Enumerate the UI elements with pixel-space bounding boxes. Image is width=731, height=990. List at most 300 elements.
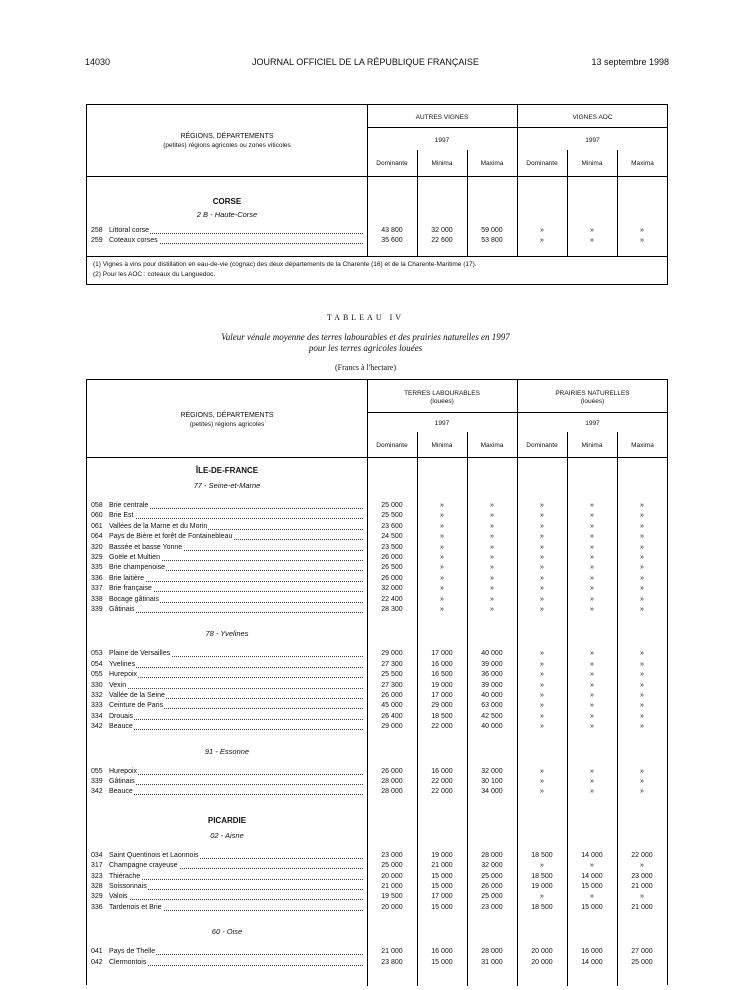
table-row — [87, 701, 668, 711]
cell-value: 25 000 — [481, 893, 503, 901]
row-code: 339 — [91, 606, 103, 613]
cell-value: 29 000 — [431, 702, 453, 710]
cell-value: 40 000 — [481, 692, 503, 699]
row-code: 061 — [91, 522, 103, 530]
cell-value: 19 000 — [431, 681, 453, 689]
cell-value: » — [640, 533, 644, 541]
cell-value: 25 500 — [381, 512, 403, 520]
cell-value: 42 500 — [481, 712, 503, 720]
cell-value: » — [540, 767, 544, 775]
region-heading: ÎLE-DE-FRANCE — [195, 466, 259, 475]
leader-dots — [111, 722, 363, 730]
cell-value: » — [540, 502, 544, 509]
cell-value: 15 000 — [581, 903, 603, 911]
table-row — [87, 872, 668, 882]
cell-value: 16 000 — [431, 660, 453, 668]
leader-dots — [111, 958, 363, 966]
cell-value: » — [590, 522, 594, 530]
table-row — [87, 595, 668, 605]
department-heading: 60 - Oise — [211, 927, 243, 937]
page-number: 14030 — [85, 57, 111, 67]
cell-value: » — [540, 574, 544, 582]
leader-dots — [111, 787, 363, 795]
row-name: Beauce — [109, 723, 133, 731]
cell-value: » — [640, 681, 644, 689]
leader-dots — [111, 892, 363, 900]
leader-dots — [111, 660, 363, 668]
leader-dots — [111, 605, 363, 613]
cell-value: » — [590, 650, 594, 658]
cell-value: 43 800 — [381, 227, 403, 234]
cell-value: » — [540, 862, 544, 870]
footnote: (1) Vignes à vins pour distillation en eau-de-vie (cognac) des deux départements de la Charente (16) et de la Charente-Maritime (17). — [93, 261, 477, 268]
table-row — [87, 501, 668, 511]
stub-subtitle: (petites) régions agricoles ou zones viticoles — [163, 142, 291, 149]
cell-value: 23 000 — [381, 851, 403, 859]
cell-value: » — [490, 543, 494, 551]
cell-value: 24 500 — [381, 533, 403, 541]
group-header: PRAIRIES NATURELLES — [555, 390, 630, 397]
cell-value: 15 000 — [431, 958, 453, 966]
cell-value: » — [540, 522, 544, 530]
row-code: 317 — [91, 862, 103, 870]
table-row — [87, 861, 668, 871]
cell-value: » — [640, 237, 644, 244]
table-title: TABLEAU IV — [326, 313, 405, 322]
group-subheader: (louées) — [430, 398, 454, 405]
cell-value: » — [490, 512, 494, 520]
region-heading: CORSE — [212, 197, 242, 206]
row-code: 060 — [91, 512, 103, 520]
cell-value: » — [540, 723, 544, 731]
cell-value: 16 000 — [581, 948, 603, 956]
cell-value: » — [440, 533, 444, 541]
cell-value: 22 000 — [431, 788, 453, 796]
cell-value: » — [490, 574, 494, 582]
cell-value: » — [540, 227, 544, 234]
table-row — [87, 722, 668, 732]
cell-value: » — [540, 660, 544, 668]
cell-value: » — [590, 671, 594, 679]
column-header: Minima — [581, 442, 603, 449]
row-code: 055 — [91, 767, 103, 775]
cell-value: 16 000 — [431, 948, 453, 956]
table-row — [87, 777, 668, 787]
stub-title: RÉGIONS, DÉPARTEMENTS — [180, 133, 274, 140]
cell-value: 15 000 — [431, 883, 453, 890]
cell-value: » — [640, 606, 644, 613]
cell-value: 18 500 — [531, 851, 553, 859]
cell-value: 17 000 — [431, 692, 453, 699]
cell-value: 23 600 — [381, 522, 403, 530]
cell-value: 20 000 — [381, 872, 403, 880]
cell-value: 19 000 — [431, 851, 453, 859]
cell-value: 32 000 — [481, 862, 503, 870]
column-header: Dominante — [376, 160, 408, 167]
row-code: 342 — [91, 723, 103, 731]
cell-value: 17 000 — [431, 893, 453, 901]
stub-subtitle: (petites) régions agricoles — [189, 421, 265, 428]
row-code: 054 — [91, 660, 103, 668]
row-name: Goële et Multien — [109, 554, 160, 561]
cell-value: 26 000 — [381, 574, 403, 582]
table-row — [87, 553, 668, 563]
row-name: Clermontois — [109, 958, 147, 966]
cell-value: » — [590, 692, 594, 699]
table-row — [87, 543, 668, 553]
table-row — [87, 584, 668, 594]
table-subtitle-line: pour les terres agricoles louées — [308, 343, 423, 353]
cell-value: 25 000 — [631, 958, 653, 966]
cell-value: » — [540, 512, 544, 520]
cell-value: » — [440, 574, 444, 582]
row-code: 336 — [91, 903, 103, 911]
cell-value: » — [640, 712, 644, 720]
table-row — [87, 522, 668, 532]
column-header: Minima — [431, 160, 453, 167]
cell-value: » — [590, 788, 594, 796]
cell-value: » — [540, 237, 544, 244]
table-row — [87, 605, 668, 615]
cell-value: » — [640, 660, 644, 668]
cell-value: 28 000 — [481, 948, 503, 956]
table-row — [87, 712, 668, 722]
cell-value: 59 000 — [481, 227, 503, 234]
cell-value: 18 500 — [531, 872, 553, 880]
cell-value: » — [540, 893, 544, 901]
cell-value: » — [540, 554, 544, 561]
table-row — [87, 532, 668, 542]
cell-value: 27 300 — [381, 681, 403, 689]
cell-value: 21 000 — [381, 883, 403, 890]
cell-value: 21 000 — [431, 862, 453, 870]
row-name: Pays de Thelle — [109, 948, 156, 956]
cell-value: 23 000 — [481, 903, 503, 911]
cell-value: 40 000 — [481, 650, 503, 658]
row-name: Yvelines — [109, 660, 136, 668]
table-row — [87, 767, 668, 777]
row-code: 329 — [91, 554, 103, 561]
row-name: Beauce — [109, 788, 133, 796]
row-code: 333 — [91, 702, 103, 710]
cell-value: 28 000 — [481, 851, 503, 859]
cell-value: » — [590, 893, 594, 901]
cell-value: » — [590, 606, 594, 613]
cell-value: 45 000 — [381, 702, 403, 710]
column-header: Minima — [431, 442, 453, 449]
group-header: VIGNES AOC — [572, 114, 613, 121]
cell-value: » — [590, 595, 594, 603]
row-name: Vexin — [109, 681, 127, 689]
cell-value: » — [590, 564, 594, 572]
row-name: Brie champenoise — [109, 564, 166, 572]
footnote: (2) Pour les AOC : coteaux du Languedoc. — [93, 271, 216, 278]
cell-value: 28 000 — [381, 788, 403, 796]
cell-value: 29 000 — [381, 723, 403, 731]
table-units: (Francs à l'hectare) — [335, 363, 396, 372]
row-name: Hurepoix — [109, 671, 138, 679]
cell-value: » — [590, 660, 594, 668]
cell-value: 15 000 — [431, 872, 453, 880]
table-row — [87, 226, 668, 236]
department-heading: 78 - Yvelines — [205, 629, 249, 639]
cell-value: 21 000 — [381, 948, 403, 956]
cell-value: 36 000 — [481, 671, 503, 679]
table-subtitle — [0, 332, 731, 354]
row-name: Hurepoix — [109, 767, 138, 775]
cell-value: 17 000 — [431, 650, 453, 658]
cell-value: 14 000 — [581, 958, 603, 966]
cell-value: » — [640, 227, 644, 234]
cell-value: 20 000 — [531, 958, 553, 966]
cell-value: 39 000 — [481, 681, 503, 689]
cell-value: » — [440, 606, 444, 613]
publication-date: 13 septembre 1998 — [591, 57, 669, 67]
cell-value: 22 400 — [381, 595, 403, 603]
cell-value: 19 500 — [381, 893, 403, 901]
table-subtitle-line: Valeur vénale moyenne des terres labourables et des prairies naturelles en 1997 — [221, 332, 510, 342]
cell-value: 32 000 — [431, 227, 453, 234]
cell-value: 26 500 — [381, 564, 403, 572]
cell-value: 28 300 — [381, 606, 403, 613]
cell-value: » — [590, 543, 594, 551]
cell-value: » — [540, 778, 544, 785]
cell-value: » — [590, 533, 594, 541]
table-row — [87, 947, 668, 957]
table-row — [87, 882, 668, 892]
column-header: Dominante — [526, 442, 558, 449]
department-heading: 91 - Essonne — [204, 746, 250, 756]
table-vignes — [86, 104, 668, 285]
column-header: Maxima — [480, 160, 504, 167]
leader-dots — [111, 882, 363, 890]
cell-value: » — [490, 502, 494, 509]
row-name: Littoral corse — [109, 227, 150, 234]
row-name: Saint Quentinois et Laonnois — [109, 851, 199, 859]
cell-value: 26 000 — [381, 692, 403, 699]
row-code: 328 — [91, 883, 103, 890]
row-code: 055 — [91, 671, 103, 679]
cell-value: » — [440, 595, 444, 603]
row-code: 320 — [91, 543, 103, 551]
cell-value: 26 000 — [381, 554, 403, 561]
cell-value: 22 000 — [631, 851, 653, 859]
column-header: Dominante — [376, 442, 408, 449]
cell-value: » — [640, 788, 644, 796]
cell-value: 27 000 — [631, 948, 653, 956]
cell-value: » — [640, 543, 644, 551]
leader-dots — [111, 767, 363, 775]
row-code: 334 — [91, 712, 103, 720]
cell-value: 34 000 — [481, 788, 503, 796]
cell-value: » — [640, 522, 644, 530]
cell-value: 40 000 — [481, 723, 503, 731]
cell-value: 25 500 — [381, 671, 403, 679]
table-row — [87, 574, 668, 584]
row-name: Gâtinais — [109, 778, 135, 785]
cell-value: » — [490, 522, 494, 530]
cell-value: 53 800 — [481, 237, 503, 244]
row-name: Brie Est — [109, 512, 134, 520]
cell-value: 32 000 — [481, 767, 503, 775]
row-name: Bassée et basse Yonne — [109, 543, 183, 551]
department-heading: 2 B - Haute-Corse — [196, 210, 258, 219]
row-name: Coteaux corses — [109, 237, 158, 244]
cell-value: » — [590, 778, 594, 785]
cell-value: 35 600 — [381, 237, 403, 244]
cell-value: 26 400 — [381, 712, 403, 720]
row-name: Bocage gâtinais — [109, 595, 159, 603]
table-row — [87, 236, 668, 246]
table-row — [87, 649, 668, 659]
cell-value: » — [440, 502, 444, 509]
cell-value: » — [640, 554, 644, 561]
leader-dots — [111, 511, 363, 519]
cell-value: 29 000 — [381, 650, 403, 658]
cell-value: » — [640, 502, 644, 509]
cell-value: 39 000 — [481, 660, 503, 668]
cell-value: 20 000 — [381, 903, 403, 911]
cell-value: » — [540, 595, 544, 603]
row-code: 041 — [91, 948, 103, 956]
cell-value: » — [540, 585, 544, 593]
row-code: 336 — [91, 574, 103, 582]
cell-value: » — [540, 650, 544, 658]
cell-value: 26 000 — [481, 883, 503, 890]
cell-value: » — [490, 595, 494, 603]
row-code: 053 — [91, 650, 103, 658]
cell-value: » — [640, 512, 644, 520]
department-heading: 77 - Seine-et-Marne — [193, 481, 261, 490]
row-name: Vallées de la Marne et du Morin — [109, 522, 208, 530]
cell-value: » — [440, 585, 444, 593]
cell-value: » — [590, 702, 594, 710]
cell-value: » — [590, 723, 594, 731]
leader-dots — [111, 670, 363, 678]
cell-value: 23 800 — [381, 958, 403, 966]
row-name: Pays de Bière et forêt de Fontainebleau — [109, 533, 233, 541]
row-code: 064 — [91, 533, 103, 541]
cell-value: » — [540, 788, 544, 796]
row-name: Soissonnais — [109, 883, 147, 890]
cell-value: 22 600 — [431, 237, 453, 244]
row-name: Vallée de la Seine — [109, 692, 165, 699]
cell-value: 15 000 — [581, 883, 603, 890]
row-name: Gâtinais — [109, 606, 135, 613]
row-name: Plaine de Versailles — [109, 650, 171, 658]
cell-value: 23 500 — [381, 543, 403, 551]
row-name: Brie française — [109, 585, 152, 593]
cell-value: » — [640, 595, 644, 603]
cell-value: 28 000 — [381, 778, 403, 785]
cell-value: 23 000 — [631, 872, 653, 880]
cell-value: 15 000 — [431, 903, 453, 911]
row-code: 058 — [91, 502, 103, 509]
row-code: 339 — [91, 778, 103, 785]
row-code: 258 — [91, 227, 103, 234]
cell-value: » — [540, 671, 544, 679]
table-row — [87, 681, 668, 691]
cell-value: » — [640, 574, 644, 582]
row-code: 259 — [91, 237, 103, 244]
cell-value: » — [640, 650, 644, 658]
row-code: 323 — [91, 872, 103, 880]
cell-value: » — [440, 543, 444, 551]
cell-value: » — [490, 533, 494, 541]
row-code: 329 — [91, 893, 103, 901]
cell-value: 30 100 — [481, 778, 503, 785]
cell-value: 22 000 — [431, 723, 453, 731]
group-subheader: (louées) — [580, 398, 605, 405]
cell-value: 25 000 — [481, 872, 503, 880]
cell-value: » — [440, 512, 444, 520]
group-header: TERRES LABOURABLES — [404, 390, 480, 397]
leader-dots — [111, 777, 363, 785]
cell-value: 16 500 — [431, 671, 453, 679]
table-row — [87, 903, 668, 913]
cell-value: 21 000 — [631, 883, 653, 890]
cell-value: 25 000 — [381, 502, 403, 509]
cell-value: » — [590, 512, 594, 520]
cell-value: » — [640, 564, 644, 572]
leader-dots — [111, 712, 363, 720]
table-row — [87, 892, 668, 902]
cell-value: 26 000 — [381, 767, 403, 775]
year-header: 1997 — [434, 137, 450, 144]
cell-value: 19 000 — [531, 883, 553, 890]
column-header: Maxima — [631, 160, 654, 167]
leader-dots — [111, 872, 363, 880]
row-name: Brie laitière — [109, 574, 145, 582]
cell-value: » — [590, 237, 594, 244]
table-row — [87, 563, 668, 573]
cell-value: » — [590, 585, 594, 593]
cell-value: » — [590, 574, 594, 582]
cell-value: 25 000 — [381, 862, 403, 870]
cell-value: 16 000 — [431, 767, 453, 775]
row-name: Drouais — [109, 712, 134, 720]
cell-value: » — [490, 585, 494, 593]
cell-value: » — [490, 606, 494, 613]
table-row — [87, 958, 668, 968]
cell-value: » — [640, 767, 644, 775]
row-code: 338 — [91, 595, 103, 603]
cell-value: » — [440, 522, 444, 530]
cell-value: 22 000 — [431, 778, 453, 785]
cell-value: 20 000 — [531, 948, 553, 956]
row-name: Ceinture de Paris — [109, 702, 164, 710]
cell-value: 18 500 — [531, 903, 553, 911]
row-name: Thiérache — [109, 872, 141, 880]
cell-value: » — [640, 778, 644, 785]
cell-value: » — [590, 862, 594, 870]
leader-dots — [111, 681, 363, 689]
row-code: 335 — [91, 564, 103, 572]
cell-value: » — [490, 564, 494, 572]
table-terres-prairies — [86, 379, 668, 985]
year-header: 1997 — [585, 137, 600, 144]
row-code: 034 — [91, 851, 103, 859]
group-header: AUTRES VIGNES — [415, 114, 469, 121]
cell-value: » — [640, 862, 644, 870]
row-code: 330 — [91, 681, 103, 689]
column-header: Maxima — [480, 442, 504, 449]
table-row — [87, 851, 668, 861]
column-header: Dominante — [526, 160, 558, 167]
cell-value: 14 000 — [581, 851, 603, 859]
cell-value: » — [490, 554, 494, 561]
stub-title: RÉGIONS, DÉPARTEMENTS — [180, 412, 274, 419]
